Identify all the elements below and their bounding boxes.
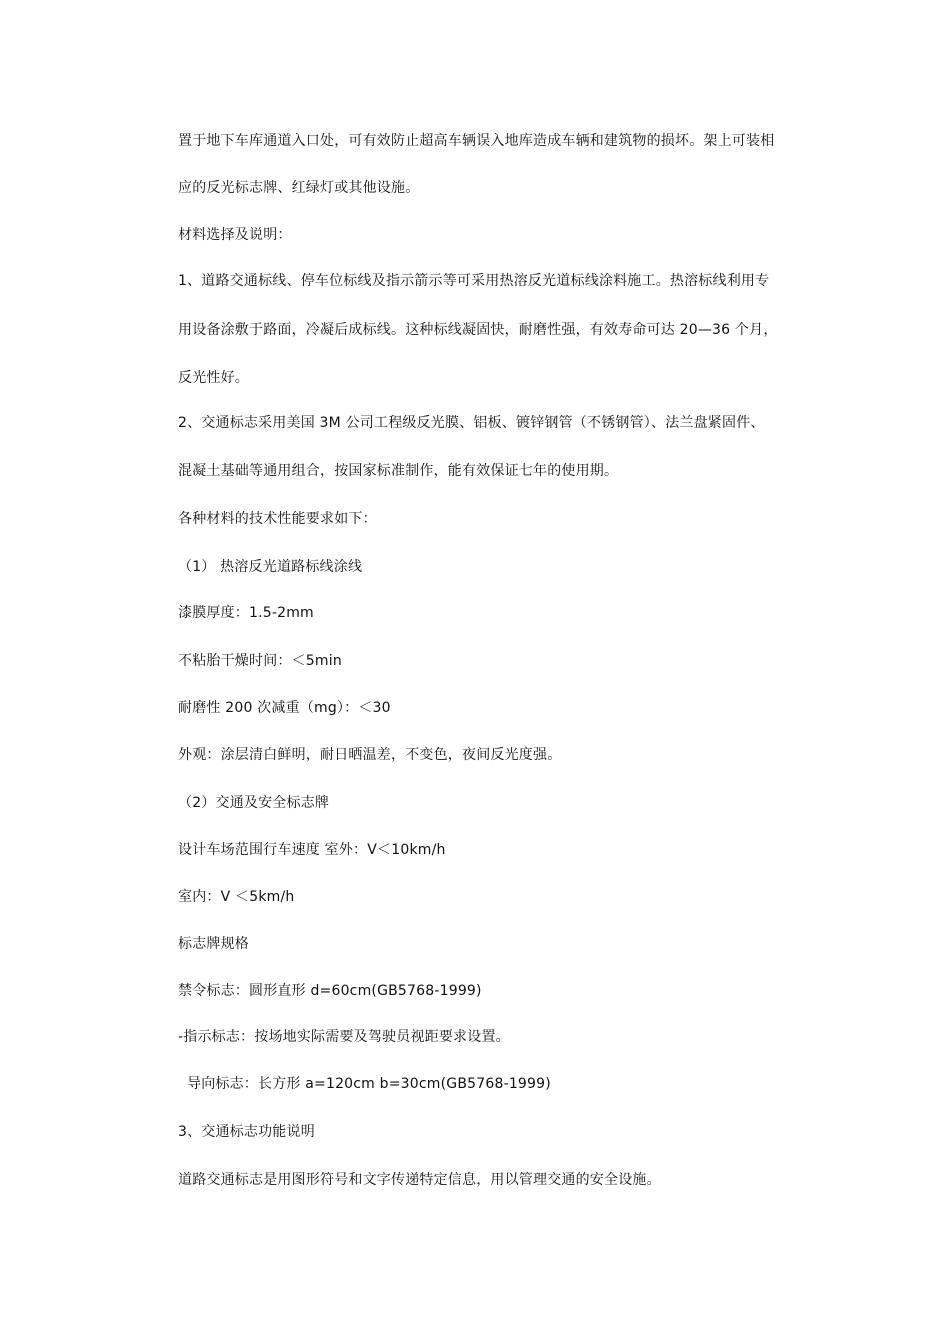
paragraph-line: 应的反光标志牌、红绿灯或其他设施。 <box>178 180 420 196</box>
paragraph-line: 反光性好。 <box>178 370 249 386</box>
spec-line: -指示标志：按场地实际需要及驾驶员视距要求设置。 <box>178 1029 510 1045</box>
paragraph-line: 2、交通标志采用美国 3M 公司工程级反光膜、铝板、镀锌钢管（不锈钢管）、法兰盘紧固件、 <box>178 415 765 431</box>
spec-line: 标志牌规格 <box>178 936 249 952</box>
spec-line: 室内：V ＜5km/h <box>178 889 295 905</box>
subsection-heading: （2）交通及安全标志牌 <box>178 795 330 811</box>
spec-line: 耐磨性 200 次减重（mg）：＜30 <box>178 700 391 716</box>
paragraph-line: 用设备涂敷于路面，冷凝后成标线。这种标线凝固快，耐磨性强，有效寿命可达 20—36 个月， <box>178 322 778 338</box>
paragraph-line: 道路交通标志是用图形符号和文字传递特定信息，用以管理交通的安全设施。 <box>178 1172 661 1188</box>
paragraph-line: 置于地下车库通道入口处，可有效防止超高车辆误入地库造成车辆和建筑物的损坏。架上可装相 <box>178 133 775 149</box>
spec-line: 不粘胎干燥时间：＜5min <box>178 653 342 669</box>
paragraph-line: 1、道路交通标线、停车位标线及指示箭示等可采用热溶反光道标线涂料施工。热溶标线利用专 <box>178 273 770 289</box>
subsection-heading: （1） 热溶反光道路标线涂线 <box>178 559 363 575</box>
spec-line: 禁令标志：圆形直形 d=60cm(GB5768-1999) <box>178 983 482 999</box>
paragraph-line: 混凝土基础等通用组合，按国家标准制作，能有效保证七年的使用期。 <box>178 463 619 479</box>
spec-line: 漆膜厚度：1.5-2mm <box>178 605 314 621</box>
spec-line: 外观：涂层清白鲜明，耐日晒温差，不变色，夜间反光度强。 <box>178 747 562 763</box>
spec-line: 设计车场范围行车速度 室外：V＜10km/h <box>178 842 446 858</box>
section-label: 材料选择及说明： <box>178 227 292 243</box>
spec-line: 导向标志：长方形 a=120cm b=30cm(GB5768-1999) <box>187 1076 551 1092</box>
section-label: 各种材料的技术性能要求如下： <box>178 511 377 527</box>
section-heading: 3、交通标志功能说明 <box>178 1124 315 1140</box>
